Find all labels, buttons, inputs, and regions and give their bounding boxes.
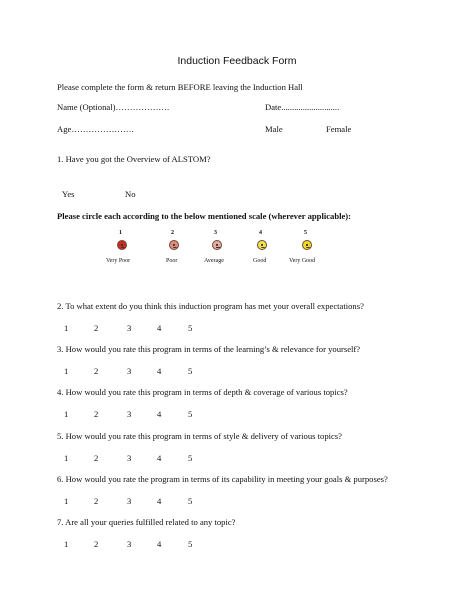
q6-option-3[interactable]: 3 bbox=[127, 496, 132, 506]
q1-yes-option[interactable]: Yes bbox=[62, 189, 75, 199]
q3-option-3[interactable]: 3 bbox=[127, 366, 132, 376]
very-good-face-icon bbox=[302, 240, 312, 250]
scale-number: 3 bbox=[214, 230, 217, 236]
age-field[interactable]: Age…………………. bbox=[57, 124, 134, 134]
question-5-text: 5. How would you rate this program in terms of style & delivery of various topics? bbox=[57, 431, 342, 441]
q5-option-1[interactable]: 1 bbox=[64, 453, 69, 463]
form-instruction: Please complete the form & return BEFORE leaving the Induction Hall bbox=[57, 82, 303, 92]
question-2-text: 2. To what extent do you think this induction program has met your overall expectations? bbox=[57, 301, 364, 311]
average-face-icon bbox=[212, 240, 222, 250]
q7-option-4[interactable]: 4 bbox=[157, 539, 162, 549]
q7-option-5[interactable]: 5 bbox=[188, 539, 193, 549]
q4-option-2[interactable]: 2 bbox=[94, 409, 99, 419]
q2-option-4[interactable]: 4 bbox=[157, 323, 162, 333]
good-face-icon bbox=[257, 240, 267, 250]
poor-face-icon bbox=[169, 240, 179, 250]
scale-number: 5 bbox=[304, 230, 307, 236]
female-option[interactable]: Female bbox=[326, 124, 352, 134]
male-option[interactable]: Male bbox=[265, 124, 283, 134]
scale-number: 2 bbox=[171, 230, 174, 236]
q3-option-1[interactable]: 1 bbox=[64, 366, 69, 376]
scale-instruction: Please circle each according to the below mentioned scale (wherever applicable): bbox=[57, 211, 352, 221]
q2-option-3[interactable]: 3 bbox=[127, 323, 132, 333]
q2-option-5[interactable]: 5 bbox=[188, 323, 193, 333]
q7-option-2[interactable]: 2 bbox=[94, 539, 99, 549]
q5-option-4[interactable]: 4 bbox=[157, 453, 162, 463]
question-7-text: 7. Are all your queries fulfilled related to any topic? bbox=[57, 517, 236, 527]
q3-option-2[interactable]: 2 bbox=[94, 366, 99, 376]
scale-number: 4 bbox=[259, 230, 262, 236]
question-3-text: 3. How would you rate this program in terms of the learning’s & relevance for yourself? bbox=[57, 344, 361, 354]
q2-option-2[interactable]: 2 bbox=[94, 323, 99, 333]
q1-no-option[interactable]: No bbox=[125, 189, 136, 199]
q7-option-3[interactable]: 3 bbox=[127, 539, 132, 549]
q4-option-1[interactable]: 1 bbox=[64, 409, 69, 419]
scale-label: Very Poor bbox=[106, 258, 131, 264]
q5-option-2[interactable]: 2 bbox=[94, 453, 99, 463]
q2-option-1[interactable]: 1 bbox=[64, 323, 69, 333]
q6-option-4[interactable]: 4 bbox=[157, 496, 162, 506]
q6-option-5[interactable]: 5 bbox=[188, 496, 193, 506]
form-title: Induction Feedback Form bbox=[177, 55, 297, 67]
q6-option-2[interactable]: 2 bbox=[94, 496, 99, 506]
q4-option-4[interactable]: 4 bbox=[157, 409, 162, 419]
q6-option-1[interactable]: 1 bbox=[64, 496, 69, 506]
scale-label: Average bbox=[204, 258, 224, 264]
scale-label: Poor bbox=[166, 258, 178, 264]
question-6-text: 6. How would you rate the program in terms of its capability in meeting your goals & purposes? bbox=[57, 474, 388, 484]
date-field[interactable]: Date........................... bbox=[265, 102, 340, 112]
name-field[interactable]: Name (Optional)………………. bbox=[57, 102, 170, 112]
scale-label: Good bbox=[253, 258, 267, 264]
q3-option-4[interactable]: 4 bbox=[157, 366, 162, 376]
q3-option-5[interactable]: 5 bbox=[188, 366, 193, 376]
q7-option-1[interactable]: 1 bbox=[64, 539, 69, 549]
q5-option-5[interactable]: 5 bbox=[188, 453, 193, 463]
scale-label: Very Good bbox=[289, 258, 316, 264]
question-1-text: 1. Have you got the Overview of ALSTOM? bbox=[57, 154, 211, 164]
question-4-text: 4. How would you rate this program in terms of depth & coverage of various topics? bbox=[57, 387, 348, 397]
q4-option-3[interactable]: 3 bbox=[127, 409, 132, 419]
q4-option-5[interactable]: 5 bbox=[188, 409, 193, 419]
very-poor-face-icon bbox=[117, 240, 127, 250]
q5-option-3[interactable]: 3 bbox=[127, 453, 132, 463]
scale-number: 1 bbox=[119, 230, 122, 236]
